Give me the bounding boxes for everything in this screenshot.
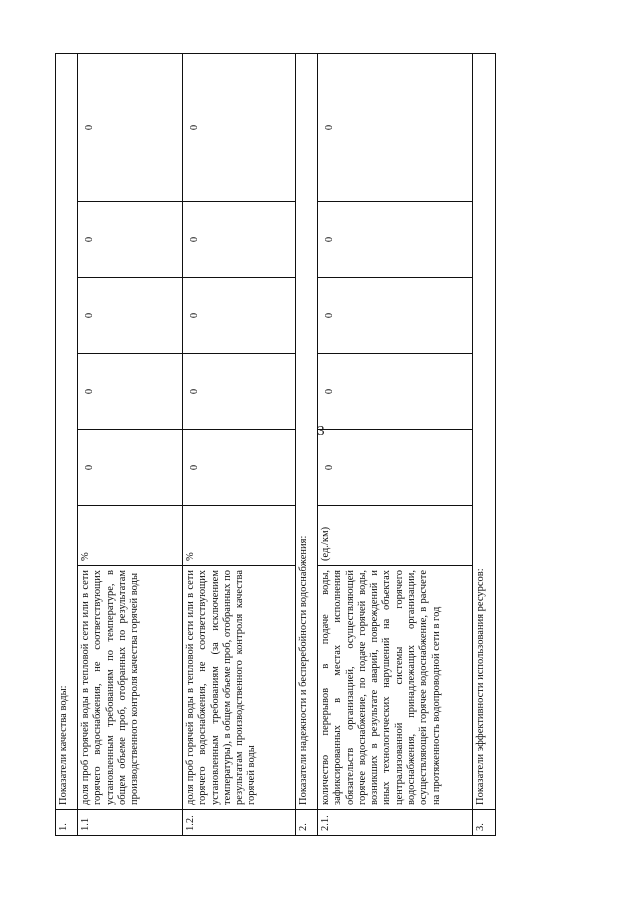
row-number: 3.: [473, 810, 496, 836]
table-sheet: [55, 54, 537, 836]
value-cell: 0: [183, 354, 296, 430]
row-number: 1.1: [78, 810, 183, 836]
value-cell: 0: [78, 354, 183, 430]
section-title: Показатели надежности и бесперебойности водоснабжения:: [296, 53, 318, 809]
value-cell: 0: [78, 53, 183, 201]
value-cell: 0: [183, 202, 296, 278]
section-title: Показатели эффективности использования ресурсов:: [473, 53, 496, 809]
value-cell: 0: [318, 202, 473, 278]
value-cell: 0: [183, 430, 296, 506]
indicators-table: [55, 53, 496, 836]
value-cell: 0: [78, 278, 183, 354]
value-cell: 0: [318, 430, 473, 506]
indicator-description: количество перерывов в подаче воды, зафиксированных в местах исполнения обязательств организацией, осуществляющей горячее водоснабжение, по подаче горячей воды, возникших в результате аварий, повреждений и иных технологических нарушений на объектах централизованной системы горячего водоснабжения, принадлежащих организации, осуществляющей горячее водоснабжение, в расчете на протяженность водопроводной сети в год: [318, 566, 473, 810]
section-row: [473, 53, 496, 835]
rotated-table-area: [55, 54, 537, 836]
indicator-description: доля проб горячей воды в тепловой сети или в сети горячего водоснабжения, не соответствующих установленным требованиям (за исключением температуры), в общем объеме проб, отобранных по результатам производственного контроля качества горячей воды: [183, 566, 296, 810]
row-number: 1.2.: [183, 810, 296, 836]
value-cell: 0: [183, 278, 296, 354]
row-number: 2.1.: [318, 810, 473, 836]
unit-cell: (ед./км): [318, 506, 473, 566]
value-cell: 0: [318, 354, 473, 430]
table-row: [183, 53, 296, 835]
row-number: 2.: [296, 810, 318, 836]
unit-cell: %: [78, 506, 183, 566]
indicator-description: доля проб горячей воды в тепловой сети или в сети горячего водоснабжения, не соответствующих установленным требованиям по температуре, в общем объеме проб, отобранных по результатам производственного контроля качества горячей воды: [78, 566, 183, 810]
unit-cell: %: [183, 506, 296, 566]
row-number: 1.: [56, 810, 78, 836]
value-cell: 0: [318, 53, 473, 201]
section-row: [296, 53, 318, 835]
page-number: 3: [317, 424, 325, 439]
table-row: [78, 53, 183, 835]
value-cell: 0: [183, 53, 296, 201]
section-title: Показатели качества воды:: [56, 53, 78, 809]
value-cell: 0: [78, 430, 183, 506]
value-cell: 0: [78, 202, 183, 278]
value-cell: 0: [318, 278, 473, 354]
section-row: [56, 53, 78, 835]
table-row: [318, 53, 473, 835]
